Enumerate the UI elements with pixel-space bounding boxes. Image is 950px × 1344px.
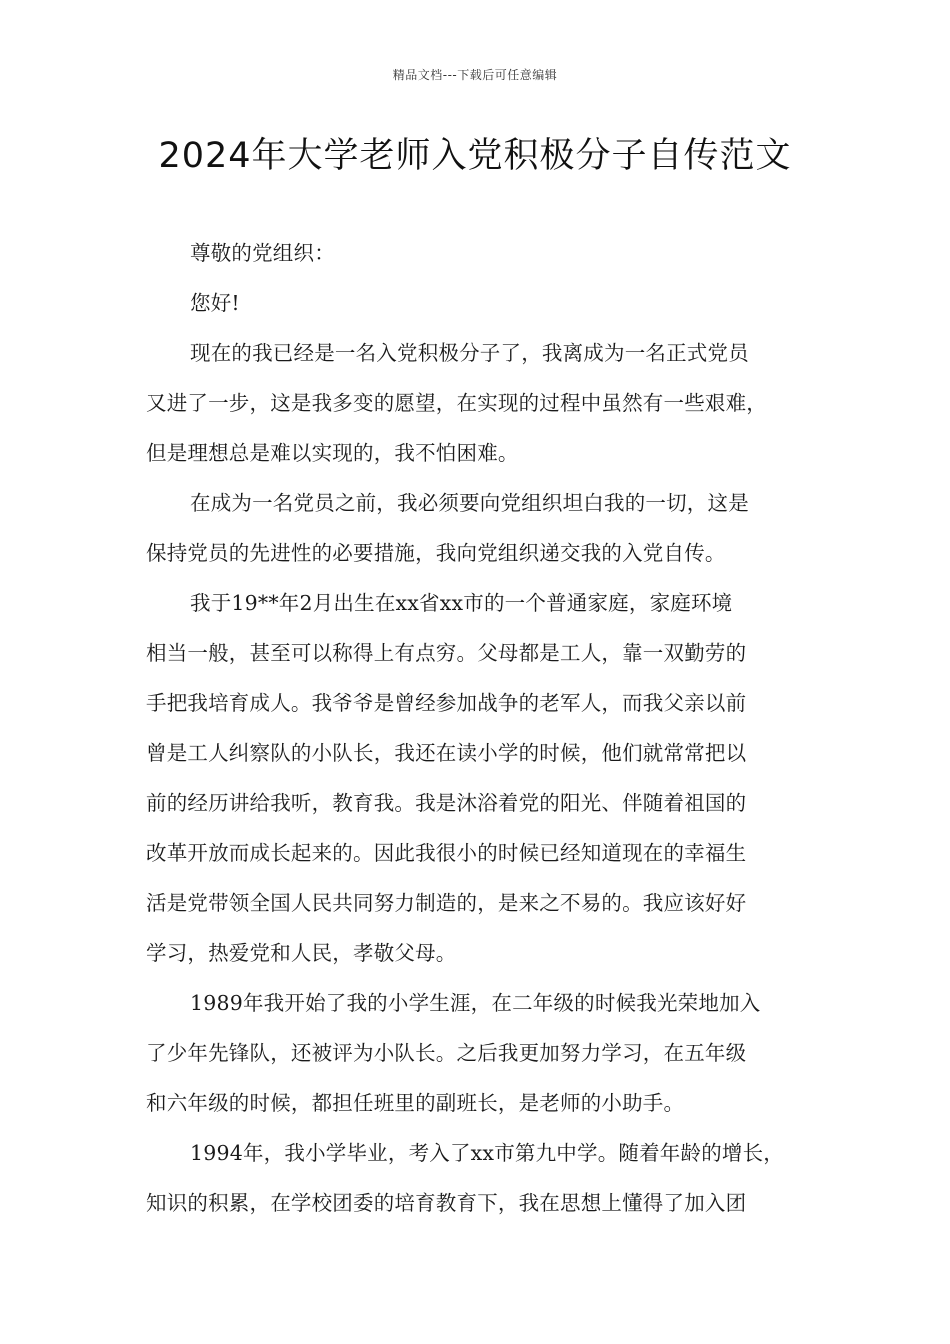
paragraph-line: 活是党带领全国人民共同努力制造的，是来之不易的。我应该好好 <box>146 891 747 915</box>
salutation: 尊敬的党组织： <box>190 241 335 265</box>
paragraph-line: 改革开放而成长起来的。因此我很小的时候已经知道现在的幸福生 <box>146 841 747 865</box>
paragraph-line: 1989年我开始了我的小学生涯，在二年级的时候我光荣地加入 <box>190 991 761 1015</box>
paragraph-line: 又进了一步，这是我多变的愿望，在实现的过程中虽然有一些艰难， <box>146 391 767 415</box>
paragraph-line: 前的经历讲给我听，教育我。我是沐浴着党的阳光、伴随着祖国的 <box>146 791 747 815</box>
paragraph-line: 但是理想总是难以实现的，我不怕困难。 <box>146 441 519 465</box>
paragraph-line: 和六年级的时候，都担任班里的副班长，是老师的小助手。 <box>146 1091 685 1115</box>
paragraph-line: 手把我培育成人。我爷爷是曾经参加战争的老军人，而我父亲以前 <box>146 691 747 715</box>
paragraph-line: 1994年，我小学毕业，考入了xx市第九中学。随着年龄的增长， <box>190 1141 784 1165</box>
paragraph-line: 学习，热爱党和人民，孝敬父母。 <box>146 941 457 965</box>
paragraph-line: 我于19**年2月出生在xx省xx市的一个普通家庭，家庭环境 <box>190 591 733 615</box>
document-title: 2024年大学老师入党积极分子自传范文 <box>158 136 792 176</box>
paragraph-line: 现在的我已经是一名入党积极分子了，我离成为一名正式党员 <box>190 341 749 365</box>
paragraph-line: 知识的积累，在学校团委的培育教育下，我在思想上懂得了加入团 <box>146 1191 747 1215</box>
paragraph-line: 保持党员的先进性的必要措施，我向党组织递交我的入党自传。 <box>146 541 726 565</box>
paragraph-line: 曾是工人纠察队的小队长，我还在读小学的时候，他们就常常把以 <box>146 741 747 765</box>
header-note: 精品文档---下载后可任意编辑 <box>392 68 558 82</box>
paragraph-line: 相当一般，甚至可以称得上有点穷。父母都是工人，靠一双勤劳的 <box>146 641 747 665</box>
document-body <box>146 228 822 1228</box>
paragraph-line: 了少年先锋队，还被评为小队长。之后我更加努力学习，在五年级 <box>146 1041 747 1065</box>
paragraph-line: 在成为一名党员之前，我必须要向党组织坦白我的一切，这是 <box>190 491 749 515</box>
greeting: 您好! <box>190 291 240 315</box>
